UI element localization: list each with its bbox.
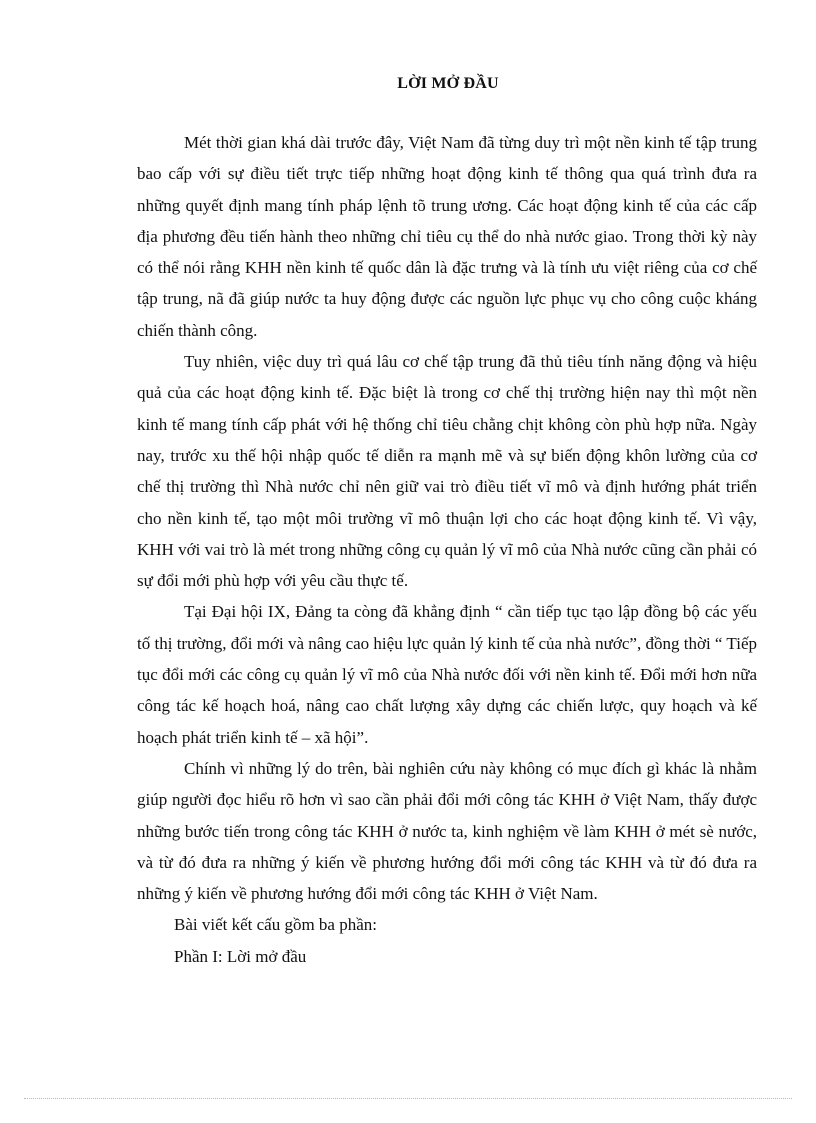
part-one-heading: Phần I: Lời mở đầu bbox=[174, 946, 307, 966]
structure-intro: Bài viết kết cấu gồm ba phần: bbox=[174, 915, 377, 935]
paragraph-2: Tuy nhiên, việc duy trì quá lâu cơ chế tập trung đã thủ tiêu tính năng động và hiệu quả của các hoạt động kinh tế. Đặc biệt là trong cơ chế thị trường hiện nay thì một nền kinh tế mang tính cấp phát với hệ thống chỉ tiêu chằng chịt không còn phù hợp nữa. Ngày nay, trước xu thế hội nhập quốc tế diễn ra mạnh mẽ và sự biến động khôn lường của cơ chế thị trường thì Nhà nước chỉ nên giữ vai trò điều tiết vĩ mô và định hướng phát triển cho nền kinh tế, tạo một môi trường vĩ mô thuận lợi cho các hoạt động kinh tế. Vì vậy, KHH với vai trò là mét trong những công cụ quản lý vĩ mô của Nhà nước cũng cần phải có sự đổi mới phù hợp với yêu cầu thực tế. bbox=[137, 352, 757, 591]
paragraph-1: Mét thời gian khá dài trước đây, Việt Nam đã từng duy trì một nền kinh tế tập trung bao cấp với sự điều tiết trực tiếp những hoạt động kinh tế thông qua quá trình đưa ra những quyết định mang tính pháp lệnh tõ trung ương. Các hoạt động kinh tế của các cấp địa phương đều tiến hành theo những chỉ tiêu cụ thể do nhà nước giao. Trong thời kỳ này có thể nói rằng KHH nền kinh tế quốc dân là đặc trưng và là tính ưu việt riêng của cơ chế tập trung, nã đã giúp nước ta huy động được các nguồn lực phục vụ cho công cuộc kháng chiến thành công. bbox=[137, 133, 757, 340]
page-title: LỜI MỞ ĐẦU bbox=[397, 75, 499, 92]
paragraph-3: Tại Đại hội IX, Đảng ta còng đã khẳng định “ cần tiếp tục tạo lập đồng bộ các yếu tố thị trường, đổi mới và nâng cao hiệu lực quản lý kinh tế của nhà nước”, đồng thời “ Tiếp tục đổi mới các công cụ quản lý vĩ mô của Nhà nước đối với nền kinh tế. Đổi mới hơn nữa công tác kế hoạch hoá, nâng cao chất lượng xây dựng các chiến lược, quy hoạch và kế hoạch phát triển kinh tế – xã hội”. bbox=[137, 602, 757, 747]
paragraph-4: Chính vì những lý do trên, bài nghiên cứu này không có mục đích gì khác là nhằm giúp người đọc hiểu rõ hơn vì sao cần phải đổi mới công tác KHH ở Việt Nam, thấy được những bước tiến trong công tác KHH ở nước ta, kinh nghiệm về làm KHH ở mét sè nước, và từ đó đưa ra những ý kiến về phương hướng đổi mới công tác KHH và từ đó đưa ra những ý kiến về phương hướng đổi mới công tác KHH ở Việt Nam. bbox=[137, 758, 757, 904]
footer-dotted-rule bbox=[24, 1098, 792, 1099]
document-body bbox=[137, 127, 757, 972]
